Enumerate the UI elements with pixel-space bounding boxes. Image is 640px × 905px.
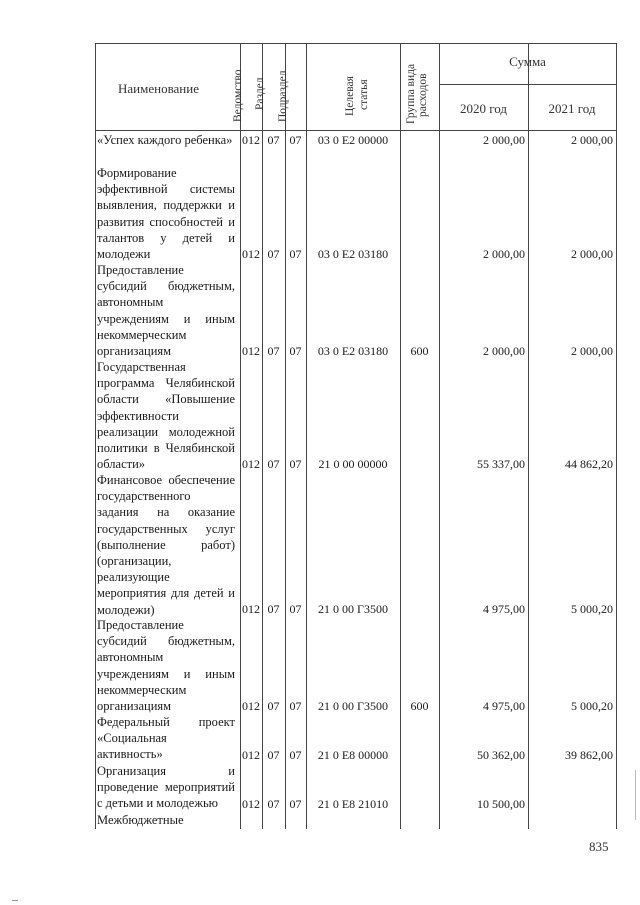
header-gruppa-line1: Группа вида xyxy=(405,63,417,124)
row-podrazdel: 07 xyxy=(289,133,302,147)
row-name: Организация и проведение мероприятий с детьми и молодежью xyxy=(97,764,235,811)
budget-table xyxy=(95,43,617,829)
row-vedomstvo: 012 xyxy=(242,699,260,713)
header-bottom-line xyxy=(96,130,616,131)
row-gruppa: 600 xyxy=(410,699,429,713)
header-name: Наименование xyxy=(118,81,199,96)
row-vedomstvo: 012 xyxy=(242,797,260,811)
row-sum-2020: 2 000,00 xyxy=(483,247,525,261)
header-celevaya-line1: Целевая xyxy=(344,76,356,116)
row-vedomstvo: 012 xyxy=(242,602,260,616)
row-name: Государственная программа Челябинской области «Повышение эффективности реализации молодежной политики в Челябинской области» xyxy=(97,360,235,472)
row-name: Финансовое обеспечение государственного задания на оказание государственных услуг (выполнение работ) (организации, реализующие мероприятия для детей и молодежи) xyxy=(97,473,235,617)
row-name: Предоставление субсидий бюджетным, автономным учреждениям и иным некоммерческим организациям xyxy=(97,618,235,714)
row-vedomstvo: 012 xyxy=(242,247,260,261)
row-celevaya: 21 0 Е8 21010 xyxy=(317,797,389,811)
row-razdel: 07 xyxy=(267,344,280,358)
row-podrazdel: 07 xyxy=(289,457,302,471)
row-celevaya: 03 0 Е2 03180 xyxy=(317,344,389,358)
row-razdel: 07 xyxy=(267,797,280,811)
header-year-2021: 2021 год xyxy=(548,101,596,116)
header-subdivider xyxy=(439,84,616,85)
row-razdel: 07 xyxy=(267,247,280,261)
row-sum-2020: 10 500,00 xyxy=(477,797,525,811)
page-number: 835 xyxy=(589,839,609,854)
row-sum-2021: 2 000,00 xyxy=(571,133,613,147)
row-sum-2021: 39 862,00 xyxy=(565,748,613,762)
header-podrazdel: Подраздел xyxy=(277,70,289,122)
row-name: Межбюджетные xyxy=(97,813,184,827)
row-sum-2021: 5 000,20 xyxy=(571,699,613,713)
row-sum-2020: 2 000,00 xyxy=(483,133,525,147)
row-podrazdel: 07 xyxy=(289,247,302,261)
row-podrazdel: 07 xyxy=(289,748,302,762)
row-celevaya: 03 0 Е2 03180 xyxy=(317,247,389,261)
header-razdel: Раздел xyxy=(254,77,266,110)
row-gruppa: 600 xyxy=(410,344,429,358)
scan-speck xyxy=(12,900,18,901)
row-celevaya: 21 0 Е8 00000 xyxy=(317,748,389,762)
row-sum-2021: 2 000,00 xyxy=(571,247,613,261)
row-podrazdel: 07 xyxy=(289,797,302,811)
row-razdel: 07 xyxy=(267,602,280,616)
row-name: Предоставление субсидий бюджетным, автономным учреждениям и иным некоммерческим организациям xyxy=(97,263,235,359)
header-year-2020: 2020 год xyxy=(460,101,507,116)
header-celevaya-line2: статья xyxy=(358,79,370,110)
row-sum-2020: 2 000,00 xyxy=(483,344,525,358)
row-razdel: 07 xyxy=(267,748,280,762)
row-sum-2021: 44 862,20 xyxy=(565,457,613,471)
row-vedomstvo: 012 xyxy=(242,344,260,358)
row-razdel: 07 xyxy=(267,699,280,713)
row-razdel: 07 xyxy=(267,457,280,471)
row-vedomstvo: 012 xyxy=(242,457,260,471)
header-vedomstvo: Ведомство xyxy=(232,69,244,122)
row-razdel: 07 xyxy=(267,133,280,147)
row-celevaya: 03 0 Е2 00000 xyxy=(317,133,389,147)
row-celevaya: 21 0 00 00000 xyxy=(318,457,388,471)
row-podrazdel: 07 xyxy=(289,699,302,713)
row-sum-2021: 2 000,00 xyxy=(571,344,613,358)
row-vedomstvo: 012 xyxy=(242,133,260,147)
row-sum-2021: 5 000,20 xyxy=(571,602,613,616)
header-gruppa-line2: расходов xyxy=(417,73,429,117)
row-vedomstvo: 012 xyxy=(242,748,260,762)
row-sum-2020: 4 975,00 xyxy=(483,602,525,616)
row-sum-2020: 50 362,00 xyxy=(477,748,525,762)
row-sum-2020: 55 337,00 xyxy=(477,457,525,471)
row-celevaya: 21 0 00 Г3500 xyxy=(318,602,388,616)
row-name: Федеральный проект «Социальная активность» xyxy=(97,715,235,762)
row-podrazdel: 07 xyxy=(289,344,302,358)
row-celevaya: 21 0 00 Г3500 xyxy=(318,699,388,713)
header-summa: Сумма xyxy=(509,54,546,69)
row-name: Формирование эффективной системы выявления, поддержки и развития способностей и талантов у детей и молодежи xyxy=(97,166,235,262)
row-podrazdel: 07 xyxy=(289,602,302,616)
row-name: «Успех каждого ребенка» xyxy=(97,133,233,147)
row-sum-2020: 4 975,00 xyxy=(483,699,525,713)
scan-edge-mark xyxy=(635,770,636,820)
